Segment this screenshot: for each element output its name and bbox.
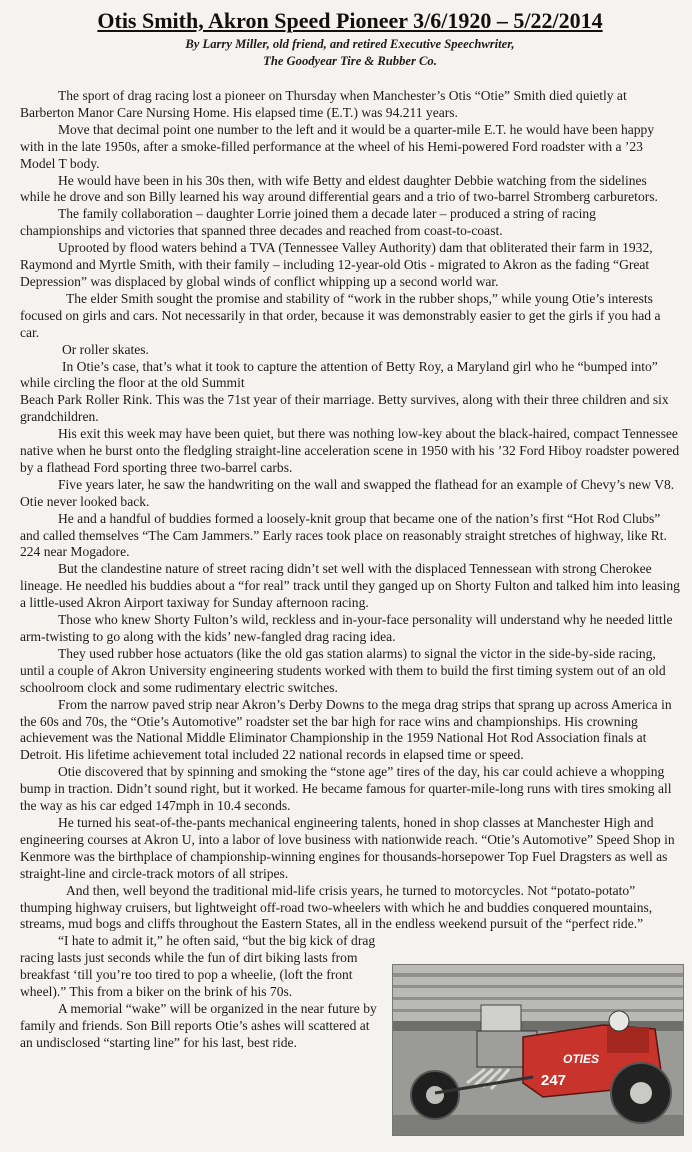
paragraph: Otie discovered that by spinning and smoking the “stone age” tires of the day, his car could achieve a whopping bump in traction. Didn’t sound right, but it worked. He became famous for quarter-mile-long runs with tires smoking all the way as his car edged 147mph in 10.4 seconds. xyxy=(20,764,672,814)
paragraph: Those who knew Shorty Fulton’s wild, reckless and in-your-face personality will understand why he needed little arm-twisting to go along with the kids’ new-fangled drag racing idea. xyxy=(20,612,673,644)
article-body xyxy=(20,88,680,1052)
race-car-photo xyxy=(392,964,684,1136)
page-title: Otis Smith, Akron Speed Pioneer 3/6/1920 – 5/22/2014 xyxy=(97,8,603,33)
wrapped-text-column xyxy=(20,933,382,1051)
paragraph: He and a handful of buddies formed a loosely-knit group that became one of the nation’s first “Hot Rod Clubs” and called themselves “The Cam Jammers.” Early races took place on reasonably straight stretches of highway, like Rt. 224 near Mogadore. xyxy=(20,510,667,560)
paragraph: He would have been in his 30s then, with wife Betty and eldest daughter Debbie watching from the sidelines while he drove and son Billy learned his way around differential gears and a trio of two-barrel Stromberg carburetors. xyxy=(20,172,658,205)
paragraph: Or roller skates. xyxy=(62,341,149,357)
paragraph: The family collaboration – daughter Lorrie joined them a decade later – produced a string of racing championships and victories that spanned three decades and reached from coast-to-coast. xyxy=(20,206,596,239)
paragraph: Five years later, he saw the handwriting on the wall and swapped the flathead for an example of Chevy’s new V8. Otie never looked back. xyxy=(20,476,675,509)
paragraph: The elder Smith sought the promise and stability of “work in the rubber shops,” while young Otie’s interests focused on girls and cars. Not necessarily in that order, because it was demonstrably easier to get the girls if you had a car. xyxy=(20,290,661,340)
paragraph: In Otie’s case, that’s what it took to capture the attention of Betty Roy, a Maryland girl who he “bumped into” while circling the floor at the old Summit xyxy=(20,358,658,391)
paragraph: But the clandestine nature of street racing didn’t set well with the displaced Tennessean with strong Cherokee lineage. He needled his buddies about a “for real” track until they ganged up on Shorty Fulton and talked him into leasing a little-used Akron Airport taxiway for Sunday afternoon racing. xyxy=(20,561,680,611)
car-door-text: OTIES xyxy=(563,1052,600,1066)
paragraph: “I hate to admit it,” he often said, “but the big kick of drag racing lasts just seconds while the fun of dirt biking lasts from breakfast ‘till you’re too tired to pop a wheelie, (loft the front wheel).” This from a biker on the brink of his 70s. xyxy=(20,933,376,1000)
paragraph: From the narrow paved strip near Akron’s Derby Downs to the mega drag strips that sprang up across America in the 60s and 70s, the “Otie’s Automotive” roadster set the bar high for race wins and championships. His crowning achievement was the National Middle Eliminator Championship in the 1959 National Hot Rod Association finals at Detroit. His lifetime achievement total included 22 national records in elapsed time or speed. xyxy=(20,696,672,763)
paragraph: A memorial “wake” will be organized in the near future by family and friends. Son Bill reports Otie’s ashes will scattered at an undisclosed “starting line” for his last, best ride. xyxy=(20,1000,377,1050)
car-number: 247 xyxy=(541,1072,567,1089)
paragraph: His exit this week may have been quiet, but there was nothing low-key about the black-haired, compact Tennessee native when he burst onto the fledgling straight-line acceleration scene in 1950 with his ’32 Ford Hiboy roadster powered by a flathead Ford sporting three two-barrel carbs. xyxy=(20,426,680,475)
paragraph: Move that decimal point one number to the left and it would be a quarter-mile E.T. he would have been happy with in the late 1950s, after a smoke-filled performance at the wheel of his Hemi-powered Ford roadster with a ’23 Model T body. xyxy=(20,121,655,171)
paragraph: They used rubber hose actuators (like the old gas station alarms) to signal the victor in the side-by-side racing, until a couple of Akron University engineering students worked with them to build the first timing system out of an old schoolroom clock and some rudimentary electric switches. xyxy=(20,645,666,695)
paragraph: And then, well beyond the traditional mid-life crisis years, he turned to motorcycles. Not “potato-potato” thumping highway cruisers, but lightweight off-road two-wheelers with which he and buddies conquered mountains, streams, mud bogs and cliffs throughout the Eastern States, all in the endless weekend pursuit of the “perfect ride.” xyxy=(20,882,653,932)
paragraph: Beach Park Roller Rink. This was the 71st year of their marriage. Betty survives, along with their three children and six grandchildren. xyxy=(20,392,669,425)
paragraph: Uprooted by flood waters behind a TVA (Tennessee Valley Authority) dam that obliterated their farm in 1932, Raymond and Myrtle Smith, with their family – including 12-year-old Otis - migrated to Akron as the fading “Great Depression” was displaced by global winds of conflict whipping up a second world war. xyxy=(20,240,653,289)
paragraph: The sport of drag racing lost a pioneer on Thursday when Manchester’s Otis “Otie” Smith died quietly at Barberton Manor Care Nursing Home. His elapsed time (E.T.) was 94.211 years. xyxy=(20,88,627,120)
byline-company: The Goodyear Tire & Rubber Co. xyxy=(263,54,437,68)
byline-author: By Larry Miller, old friend, and retired Executive Speechwriter, xyxy=(185,37,515,51)
paragraph: He turned his seat-of-the-pants mechanical engineering talents, honed in shop classes at Manchester High and engineering courses at Akron U, into a labor of love business with nationwide reach. “Otie’s Automotive” Speed Shop in Kenmore was the birthplace of championship-winning engines for thousands-horsepower Top Fuel Dragsters as well as straight-line and circle-track motors of all stripes. xyxy=(20,814,675,881)
